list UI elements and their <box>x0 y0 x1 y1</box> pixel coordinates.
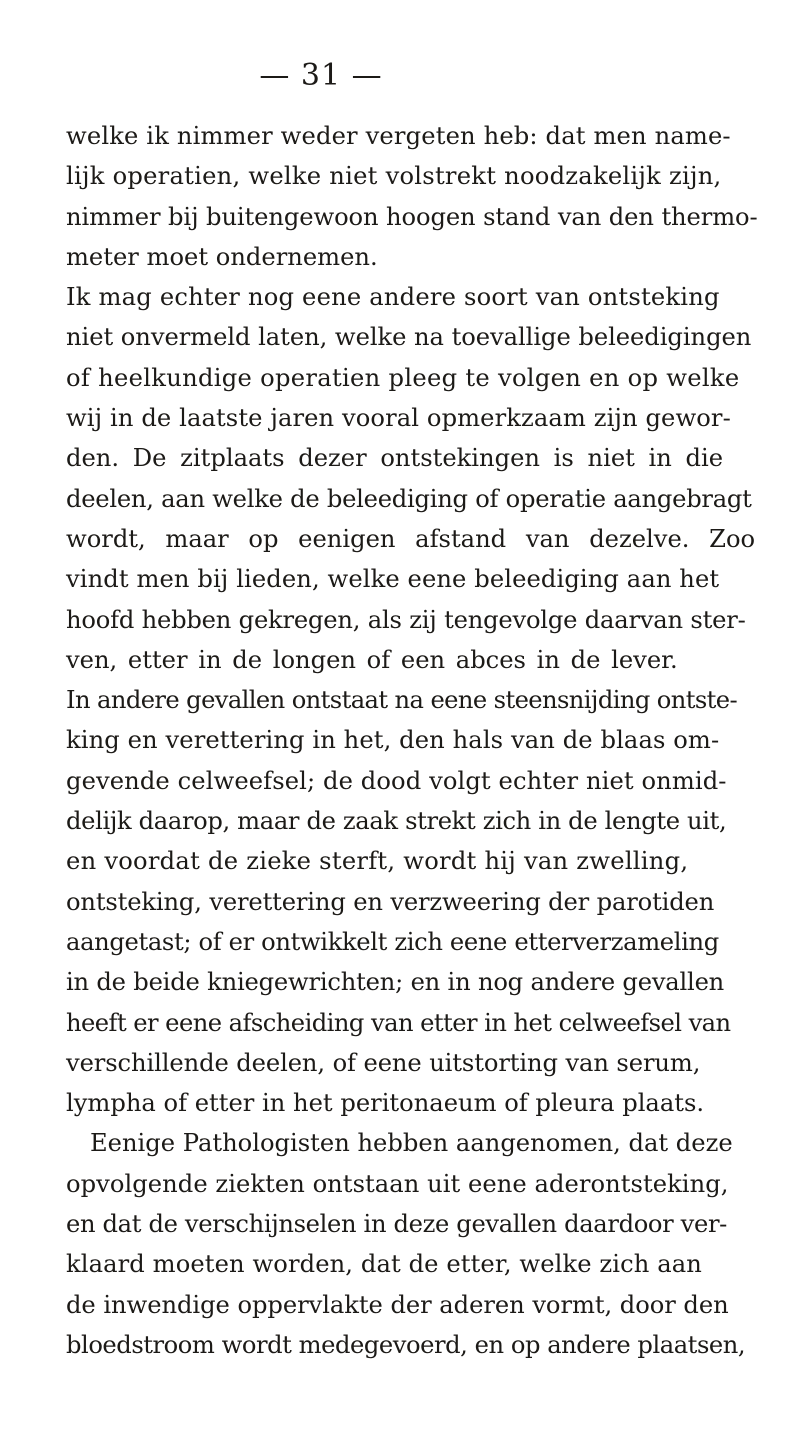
text-line: gevende celweefsel; de dood volgt echter niet onmid- <box>66 766 727 795</box>
text-line: heeft er eene afscheiding van etter in het celweefsel van <box>66 1008 731 1037</box>
text-line: Eenige Pathologisten hebben aangenomen, dat deze <box>90 1129 733 1158</box>
text-line: wordt, maar op eenigen afstand van dezelve. Zoo <box>66 524 756 553</box>
text-line: niet onvermeld laten, welke na toevallige beleedigingen <box>66 323 752 352</box>
text-line: de inwendige oppervlakte der aderen vormt, door den <box>66 1290 729 1319</box>
text-line: meter moet ondernemen. <box>66 242 378 271</box>
text-line: delijk daarop, maar de zaak strekt zich in de lengte uit, <box>66 807 727 836</box>
text-line: en dat de verschijnselen in deze gevallen daardoor ver- <box>66 1210 728 1239</box>
text-line: opvolgende ziekten ontstaan uit eene aderontsteking, <box>66 1169 729 1198</box>
text-line: welke ik nimmer weder vergeten heb: dat men name- <box>66 122 731 150</box>
text-line: hoofd hebben gekregen, als zij tengevolge daarvan ster- <box>66 605 746 634</box>
text-line: aangetast; of er ontwikkelt zich eene etterverzameling <box>66 927 719 956</box>
text-line: of heelkundige operatien pleeg te volgen en op welke <box>66 363 740 392</box>
text-line: In andere gevallen ontstaat na eene steensnijding ontste- <box>66 686 738 715</box>
text-line: ven, etter in de longen of een abces in de lever. <box>66 645 678 674</box>
text-line: Ik mag echter nog eene andere soort van ontsteking <box>66 283 720 312</box>
text-line: in de beide kniegewrichten; en in nog andere gevallen <box>66 968 725 997</box>
text-line: deelen, aan welke de beleediging of operatie aangebragt <box>66 484 752 513</box>
text-line: den. De zitplaats dezer ontstekingen is niet in die <box>66 444 724 473</box>
text-line: verschillende deelen, of eene uitstorting van serum, <box>66 1048 701 1077</box>
text-line: king en verettering in het, den hals van de blaas om- <box>66 726 720 755</box>
text-line: bloedstroom wordt medegevoerd, en op andere plaatsen, <box>66 1330 746 1359</box>
text-line: lijk operatien, welke niet volstrekt noodzakelijk zijn, <box>66 162 722 191</box>
text-line: wij in de laatste jaren vooral opmerkzaam zijn gewor- <box>66 404 731 433</box>
text-line: nimmer bij buitengewoon hoogen stand van den thermo- <box>66 202 758 231</box>
page-number: — 31 — <box>259 58 383 93</box>
text-line: vindt men bij lieden, welke eene beleediging aan het <box>66 565 720 594</box>
text-line: lympha of etter in het peritonaeum of pleura plaats. <box>66 1089 705 1118</box>
text-line: en voordat de zieke sterft, wordt hij van zwelling, <box>66 847 689 876</box>
text-line: klaard moeten worden, dat de etter, welke zich aan <box>66 1250 702 1279</box>
body-text <box>66 116 786 1365</box>
text-line: ontsteking, verettering en verzweering der parotiden <box>66 887 715 916</box>
